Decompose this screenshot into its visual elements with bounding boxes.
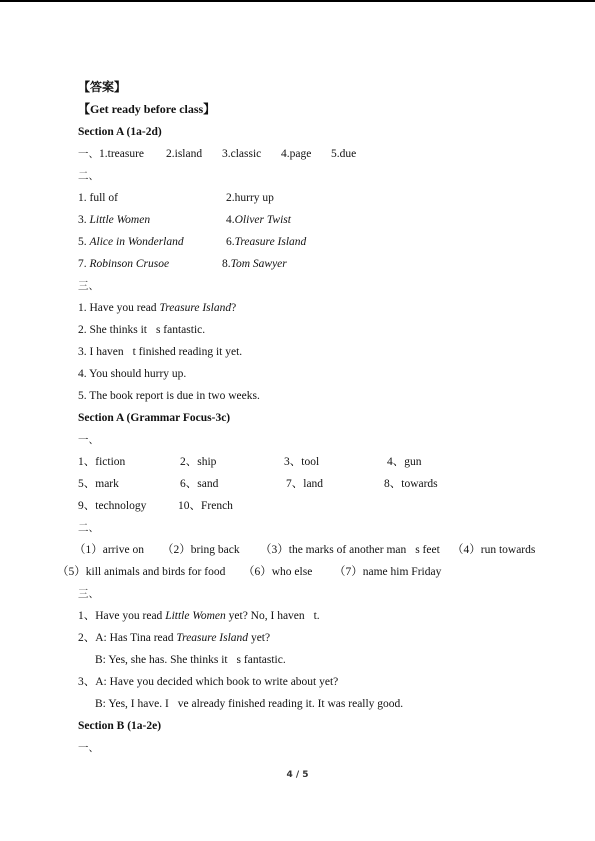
phrase-item: （1）arrive on [74,544,144,556]
sentence-item: 2. She thinks it s fantastic. [78,324,206,336]
part-marker: 一、 [78,434,99,446]
sentence-item: 5. The book report is due in two weeks. [78,390,260,402]
sentence-item: B: Yes, I have. I ve already finished reading it. It was really good. [95,698,404,710]
phrase-item: 1. full of [78,192,118,204]
word-item: 4.page [281,148,312,160]
part-marker: 二、 [78,522,99,534]
sentence-item: 1、Have you read Little Women yet? No, I haven t. [78,610,320,622]
word-item: 6、sand [180,478,219,490]
phrase-item: （7）name him Friday [334,566,442,578]
word-item: 8、towards [384,478,438,490]
sentence-item: 2、A: Has Tina read Treasure Island yet? [78,632,271,644]
section-a1-title: Section A (1a-2d) [78,126,162,138]
word-item: 5.due [331,148,357,160]
word-item: 9、technology [78,500,147,512]
phrase-item: （5）kill animals and birds for food [57,566,226,578]
sentence-item: 3. I haven t finished reading it yet. [78,346,243,358]
word-item: 2.island [166,148,203,160]
word-item: 3、tool [284,456,320,468]
part-marker: 一、 [78,742,99,754]
book-title-item: 4.Oliver Twist [226,214,291,226]
sentence-item: 1. Have you read Treasure Island? [78,302,237,314]
book-title-item: 5. Alice in Wonderland [78,236,184,248]
word-item: 7、land [286,478,324,490]
section-b-title: Section B (1a-2e) [78,720,162,732]
word-item: 2、ship [180,456,217,468]
ready-header: 【Get ready before class】 [78,102,216,116]
page-number: 4 / 5 [286,770,309,780]
part-marker: 一、 [78,148,99,160]
book-title-item: 8.Tom Sawyer [222,258,287,270]
book-title-item: 3. Little Women [78,214,151,226]
phrase-item: （6）who else [243,566,313,578]
word-item: 5、mark [78,478,119,490]
sentence-item: 4. You should hurry up. [78,368,187,380]
book-title-item: 6.Treasure Island [226,236,307,248]
word-item: 10、French [178,500,233,512]
section-a2-title: Section A (Grammar Focus-3c) [78,412,231,424]
part-marker: 二、 [78,170,99,182]
part-marker: 三、 [78,588,99,600]
sentence-item: B: Yes, she has. She thinks it s fantastic. [95,654,286,666]
word-item: 1、fiction [78,456,126,468]
phrase-item: （2）bring back [162,544,240,556]
book-title-item: 7. Robinson Crusoe [78,258,170,270]
section-a1-part1 [78,147,144,161]
sentence-item: 3、A: Have you decided which book to write about yet? [78,676,339,688]
phrase-item: 2.hurry up [226,192,274,204]
phrase-item: （3）the marks of another man s feet [260,544,440,556]
answer-header: 【答案】 [78,80,127,94]
phrase-item: （4）run towards [452,544,536,556]
word-item: 4、gun [387,456,422,468]
word-item: 3.classic [222,148,262,160]
part-marker: 三、 [78,280,99,292]
word-item: 1.treasure [99,148,145,160]
